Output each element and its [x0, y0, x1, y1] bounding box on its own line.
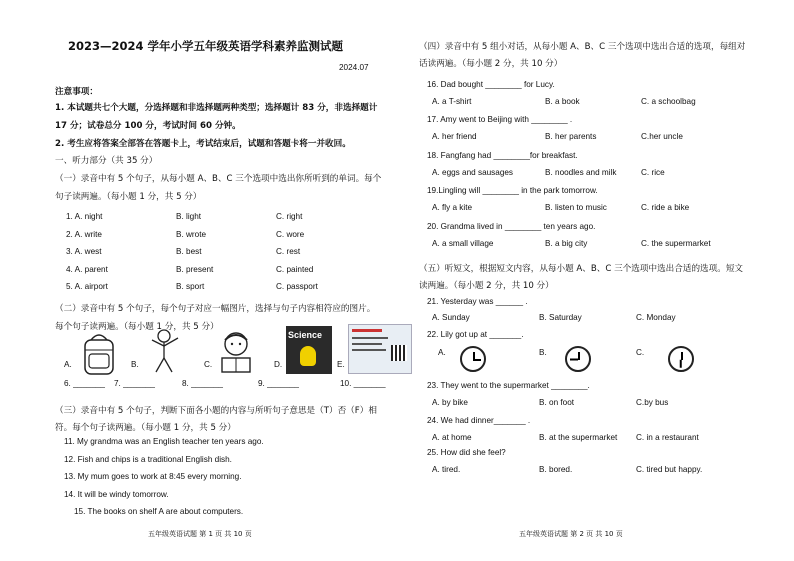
s1-option-5-c: C. passport	[276, 282, 318, 291]
q16-option-a: A. a T-shirt	[432, 97, 472, 106]
statement-14: 14. It will be windy tomorrow.	[64, 490, 169, 499]
answer-blank-7: 7. _______	[114, 379, 155, 388]
q17-question: 17. Amy went to Beijing with ________ .	[427, 115, 573, 124]
answer-blank-8: 8. _______	[182, 379, 223, 388]
s4-instruction-2: 话读两遍。（每小题 2 分，共 10 分）	[419, 59, 563, 69]
q23-option-b: B. on foot	[539, 398, 575, 407]
q20-option-a: A. a small village	[432, 239, 494, 248]
backpack-picture	[75, 330, 123, 378]
s1-option-4-c: C. painted	[276, 264, 314, 274]
s5-instruction-1: （五）听短文，根据短文内容，从每小题 A、B、C 三个选项中选出合适的选项。短文	[419, 264, 744, 274]
clock-b-picture	[565, 346, 591, 372]
s4-instruction-1: （四）录音中有 5 组小对话，从每小题 A、B、C 三个选项中选出合适的选项，每组对	[419, 42, 746, 52]
statement-15: 15. The books on shelf A are about computers.	[74, 507, 244, 516]
answer-blank-6: 6. _______	[64, 379, 105, 388]
s2-instruction-2: 每个句子读两遍。（每小题 1 分，共 5 分）	[55, 322, 219, 332]
q18-option-c: C. rice	[641, 168, 665, 177]
s1-option-1-b: B. light	[176, 212, 202, 221]
pic-letter-d: D.	[274, 360, 283, 369]
q16-option-c: C. a schoolbag	[641, 97, 696, 106]
notice-item-1a: 1. 本试题共七个大题，分选择题和非选择题两种类型；选择题计 83 分，非选择题计	[55, 103, 378, 113]
statement-12: 12. Fish and chips is a traditional English dish.	[64, 455, 232, 464]
s1-option-1-c: C. right	[276, 212, 303, 221]
s1-instruction-1: （一）录音中有 5 个句子，从每小题 A、B、C 三个选项中选出你所听到的单词。每个	[55, 174, 382, 184]
s1-option-3-a: 3. A. west	[66, 247, 102, 256]
q17-option-a: A. her friend	[432, 132, 477, 141]
s1-option-2-c: C. wore	[276, 229, 305, 239]
q20-option-c: C. the supermarket	[641, 239, 711, 248]
exam-title: 2023—2024 学年小学五年级英语学科素养监测试题	[68, 39, 344, 53]
statement-11: 11. My grandma was an English teacher ten years ago.	[64, 437, 264, 446]
s1-option-5-b: B. sport	[176, 282, 205, 291]
answer-blank-10: 10. _______	[340, 379, 386, 388]
exam-date: 2024.07	[339, 63, 369, 72]
q22-option-b: B.	[539, 348, 547, 357]
q19-option-a: A. fly a kite	[432, 203, 473, 212]
clock-c-picture	[668, 346, 694, 372]
q21-option-c: C. Monday	[636, 313, 676, 322]
q24-question: 24. We had dinner_______ .	[427, 416, 531, 425]
q25-option-b: B. bored.	[539, 465, 573, 474]
dancer-picture	[142, 326, 187, 376]
q21-option-b: B. Saturday	[539, 313, 582, 322]
q20-question: 20. Grandma lived in ________ ten years ago.	[427, 222, 596, 231]
science-book-picture	[286, 326, 332, 374]
s1-option-3-b: B. best	[176, 247, 202, 256]
s1-option-3-c: C. rest	[276, 247, 301, 256]
q22-option-c: C.	[636, 348, 645, 357]
s1-option-1-a: 1. A. night	[66, 212, 103, 221]
q24-option-a: A. at home	[432, 433, 472, 442]
q21-option-a: A. Sunday	[432, 313, 470, 322]
clock-a-picture	[460, 346, 486, 372]
q19-question: 19.Lingling will ________ in the park tomorrow.	[427, 186, 598, 195]
s1-option-4-a: 4. A. parent	[66, 264, 108, 274]
footer-left: 五年级英语试题 第 1 页 共 10 页	[148, 530, 252, 538]
pic-letter-e: E.	[337, 360, 345, 369]
q25-option-a: A. tired.	[432, 465, 461, 474]
answer-blank-9: 9. _______	[258, 379, 299, 388]
q25-question: 25. How did she feel?	[427, 448, 506, 457]
s5-instruction-2: 读两遍。（每小题 2 分，共 10 分）	[419, 281, 554, 291]
statement-13: 13. My mum goes to work at 8:45 every morning.	[64, 472, 242, 481]
ticket-picture	[348, 324, 412, 374]
notice-heading: 注意事项：	[55, 87, 98, 97]
part1-heading: 一、听力部分（共 35 分）	[55, 156, 158, 166]
q23-question: 23. They went to the supermarket ________.	[427, 381, 590, 390]
q23-option-c: C.by bus	[636, 398, 669, 407]
s1-option-4-b: B. present	[176, 264, 214, 274]
s1-option-2-b: B. wrote	[176, 229, 207, 239]
pic-letter-c: C.	[204, 360, 213, 369]
q22-question: 22. Lily got up at _______.	[427, 330, 524, 339]
q24-option-b: B. at the supermarket	[539, 433, 618, 442]
q16-question: 16. Dad bought ________ for Lucy.	[427, 80, 555, 89]
q18-question: 18. Fangfang had ________for breakfast.	[427, 151, 578, 160]
q23-option-a: A. by bike	[432, 398, 468, 407]
s1-option-2-a: 2. A. write	[66, 229, 102, 239]
q17-option-c: C.her uncle	[641, 132, 683, 141]
q22-option-a: A.	[438, 348, 446, 357]
notice-item-1b: 17 分；试卷总分 100 分，考试时间 60 分钟。	[55, 121, 241, 131]
q16-option-b: B. a book	[545, 97, 580, 106]
q20-option-b: B. a big city	[545, 239, 588, 248]
notice-item-2: 2. 考生应将答案全部答在答题卡上，考试结束后，试题和答题卡将一并收回。	[55, 139, 351, 149]
footer-right: 五年级英语试题 第 2 页 共 10 页	[519, 530, 623, 538]
q25-option-c: C. tired but happy.	[636, 465, 703, 474]
pic-letter-b: B.	[131, 360, 139, 369]
q21-question: 21. Yesterday was ______ .	[427, 297, 528, 306]
q17-option-b: B. her parents	[545, 132, 597, 141]
q19-option-c: C. ride a bike	[641, 203, 690, 212]
reading-boy-picture	[212, 328, 260, 376]
science-book-title: Science	[288, 330, 323, 340]
q18-option-b: B. noodles and milk	[545, 168, 617, 177]
s3-instruction-1: （三）录音中有 5 个句子，判断下面各小题的内容与所听句子意思是（T）否（F）相	[55, 406, 377, 416]
q18-option-a: A. eggs and sausages	[432, 168, 514, 177]
s1-option-5-a: 5. A. airport	[66, 282, 108, 291]
s3-instruction-2: 符。每个句子读两遍。（每小题 1 分，共 5 分）	[55, 423, 236, 433]
q24-option-c: C. in a restaurant	[636, 433, 699, 442]
pic-letter-a: A.	[64, 360, 72, 369]
s1-instruction-2: 句子读两遍。（每小题 1 分，共 5 分）	[55, 192, 202, 202]
s2-instruction-1: （二）录音中有 5 个句子，每个句子对应一幅图片，选择与句子内容相符应的图片。	[55, 304, 376, 314]
q19-option-b: B. listen to music	[545, 203, 607, 212]
